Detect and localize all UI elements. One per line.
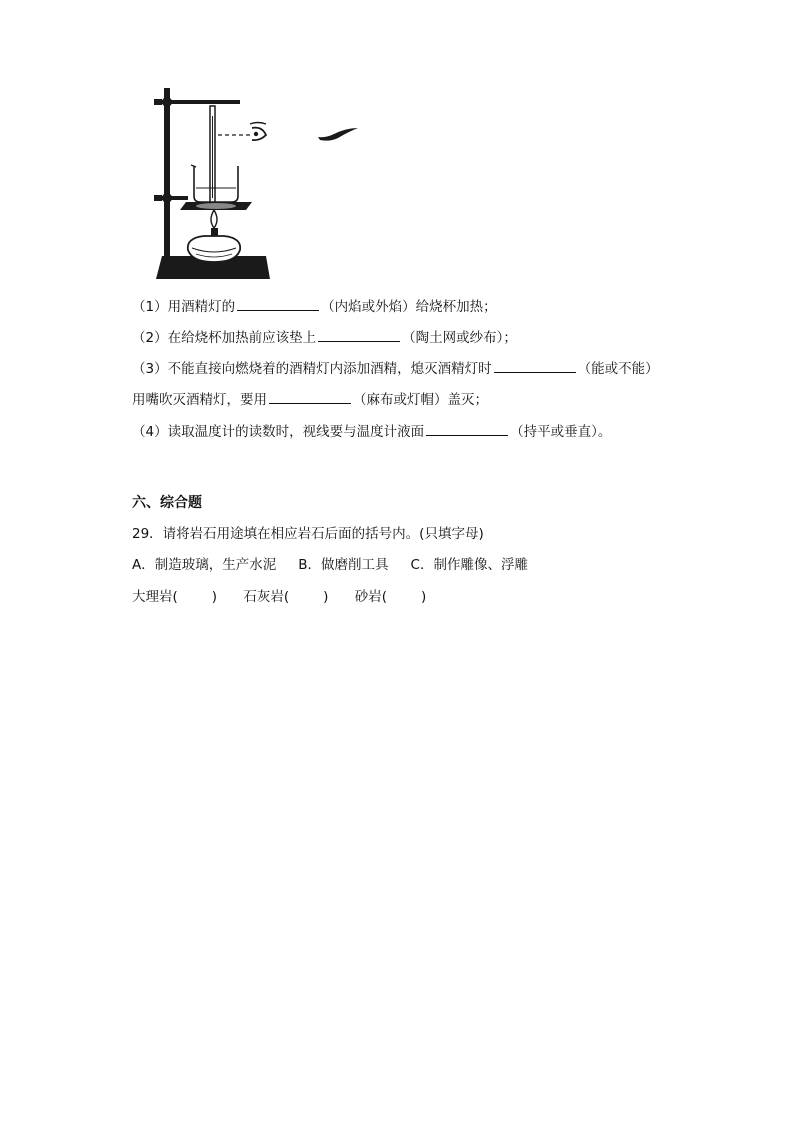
rock-limestone: 石灰岩( ) [243, 589, 329, 605]
q29-options [132, 556, 528, 574]
rock-marble: 大理岩( ) [132, 589, 218, 605]
q28-item-2 [132, 328, 517, 347]
item-2-hint: （陶土网或纱布）； [402, 330, 517, 346]
flame [211, 210, 217, 228]
option-b: B．做磨削工具 [298, 557, 389, 573]
top-clamp-arm [162, 100, 240, 104]
q29-answers [132, 588, 426, 606]
rock-sandstone: 砂岩( ) [354, 589, 427, 605]
q28-item-4 [132, 422, 611, 441]
answer-blank-1[interactable] [237, 297, 319, 311]
beaker [194, 166, 238, 202]
heating-apparatus-diagram [148, 86, 378, 286]
top-clamp-knob [162, 97, 172, 107]
answer-blank-5[interactable] [426, 422, 508, 436]
answer-blank-3[interactable] [494, 359, 576, 373]
item-4-text: （4）读取温度计的读数时，视线要与温度计液面 [132, 424, 425, 440]
item-4-hint: （持平或垂直）。 [510, 424, 612, 440]
stand-rod [164, 88, 170, 258]
answer-blank-2[interactable] [318, 328, 400, 342]
q28-item-1 [132, 297, 497, 316]
option-a: A．制造玻璃，生产水泥 [132, 557, 277, 573]
q29-stem: 29．请将岩石用途填在相应岩石后面的括号内。(只填字母) [132, 526, 484, 542]
item-1-text: （1）用酒精灯的 [132, 299, 236, 315]
q28-item-3 [132, 359, 659, 378]
option-c: C．制作雕像、浮雕 [410, 557, 528, 573]
answer-blank-4[interactable] [269, 390, 351, 404]
item-1-hint: （内焰或外焰）给烧杯加热； [321, 299, 497, 315]
q28-item-3-cont [132, 390, 488, 409]
item-3-cont-text: 用嘴吹灭酒精灯，要用 [132, 392, 267, 408]
item-3-text: （3）不能直接向燃烧着的酒精灯内添加酒精，熄灭酒精灯时 [132, 361, 492, 377]
item-3-hint: （能或不能） [577, 361, 659, 377]
item-2-text: （2）在给烧杯加热前应该垫上 [132, 330, 317, 346]
item-3-cont-hint: （麻布或灯帽）盖灭； [353, 392, 488, 408]
section-title: 六、综合题 [132, 495, 202, 511]
hand-mark [318, 128, 358, 141]
